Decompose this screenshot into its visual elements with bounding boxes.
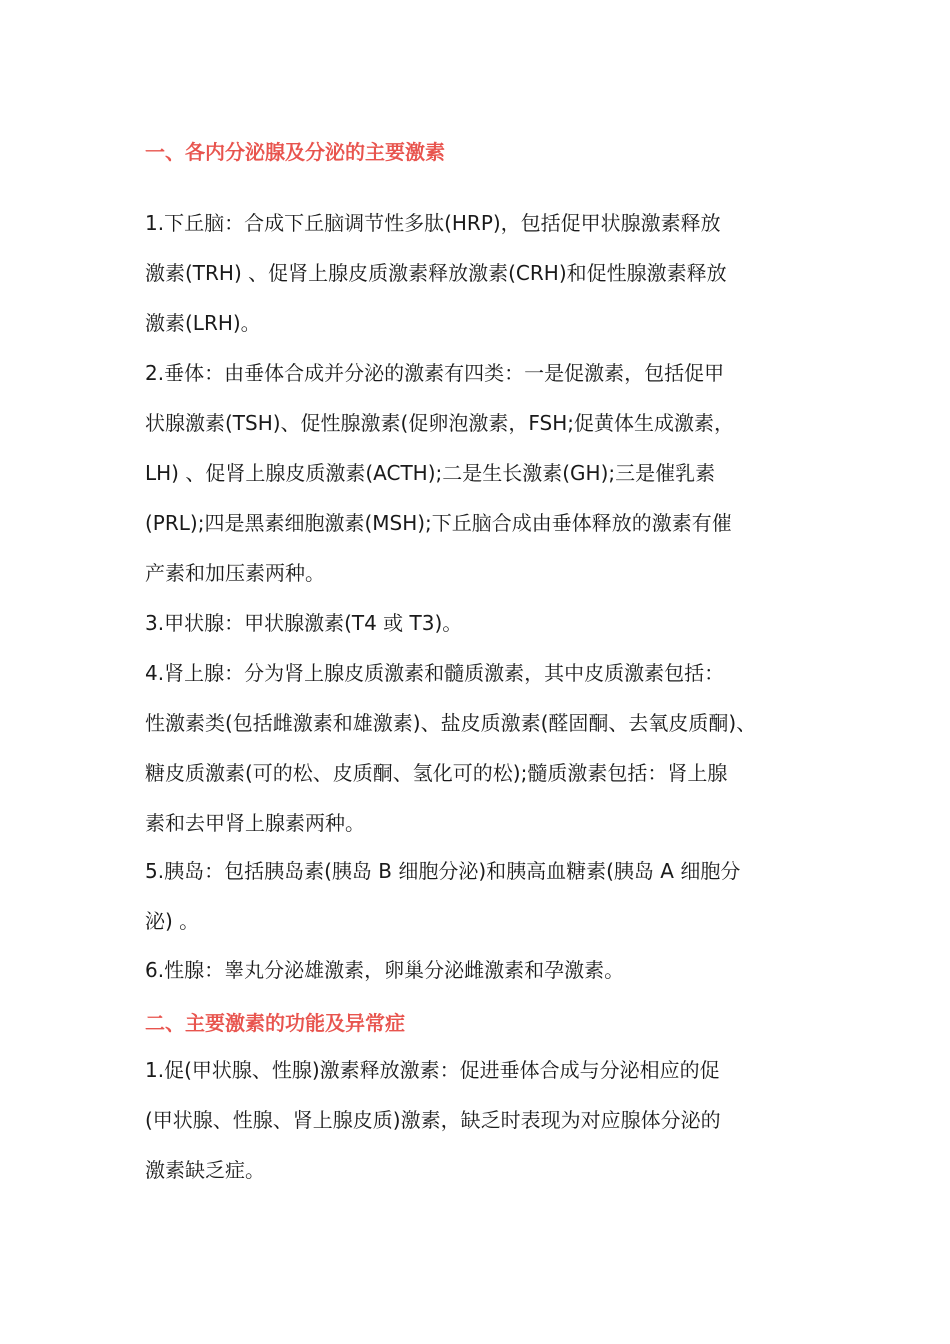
text-line: 5.胰岛：包括胰岛素(胰岛 B 细胞分泌)和胰高血糖素(胰岛 A 细胞分 <box>145 859 741 883</box>
paragraph-releasing-hormones <box>145 1045 815 1195</box>
text-line: (甲状腺、性腺、肾上腺皮质)激素，缺乏时表现为对应腺体分泌的 <box>145 1108 721 1132</box>
text-line: LH) 、促肾上腺皮质激素(ACTH);二是生长激素(GH);三是催乳素 <box>145 461 716 485</box>
text-line: 激素缺乏症。 <box>145 1158 265 1182</box>
text-line: 2.垂体：由垂体合成并分泌的激素有四类：一是促激素，包括促甲 <box>145 361 725 385</box>
text-line: 泌) 。 <box>145 909 200 933</box>
section-heading-1: 一、各内分泌腺及分泌的主要激素 <box>145 140 445 164</box>
text-line: 激素(LRH)。 <box>145 311 261 335</box>
text-line: 状腺激素(TSH)、促性腺激素(促卵泡激素，FSH;促黄体生成激素， <box>145 411 734 435</box>
text-line: 6.性腺：睾丸分泌雄激素，卵巢分泌雌激素和孕激素。 <box>145 958 625 982</box>
paragraph-thyroid <box>145 598 815 648</box>
text-line: 产素和加压素两种。 <box>145 561 325 585</box>
text-line: 1.促(甲状腺、性腺)激素释放激素：促进垂体合成与分泌相应的促 <box>145 1058 720 1082</box>
paragraph-pancreatic-islets <box>145 846 815 946</box>
paragraph-hypothalamus <box>145 198 815 348</box>
text-line: 1.下丘脑：合成下丘脑调节性多肽(HRP)，包括促甲状腺激素释放 <box>145 211 721 235</box>
text-line: (PRL);四是黑素细胞激素(MSH);下丘脑合成由垂体释放的激素有催 <box>145 511 732 535</box>
section-heading-2: 二、主要激素的功能及异常症 <box>145 1011 405 1035</box>
text-line: 性激素类(包括雌激素和雄激素)、盐皮质激素(醛固酮、去氧皮质酮)、 <box>145 711 757 735</box>
text-line: 素和去甲肾上腺素两种。 <box>145 811 365 835</box>
paragraph-gonads <box>145 945 815 995</box>
text-line: 4.肾上腺：分为肾上腺皮质激素和髓质激素，其中皮质激素包括： <box>145 661 725 685</box>
text-line: 3.甲状腺：甲状腺激素(T4 或 T3)。 <box>145 611 463 635</box>
text-line: 糖皮质激素(可的松、皮质酮、氢化可的松);髓质激素包括：肾上腺 <box>145 761 728 785</box>
text-line: 激素(TRH) 、促肾上腺皮质激素释放激素(CRH)和促性腺激素释放 <box>145 261 727 285</box>
paragraph-pituitary <box>145 348 815 598</box>
paragraph-adrenal <box>145 648 815 848</box>
